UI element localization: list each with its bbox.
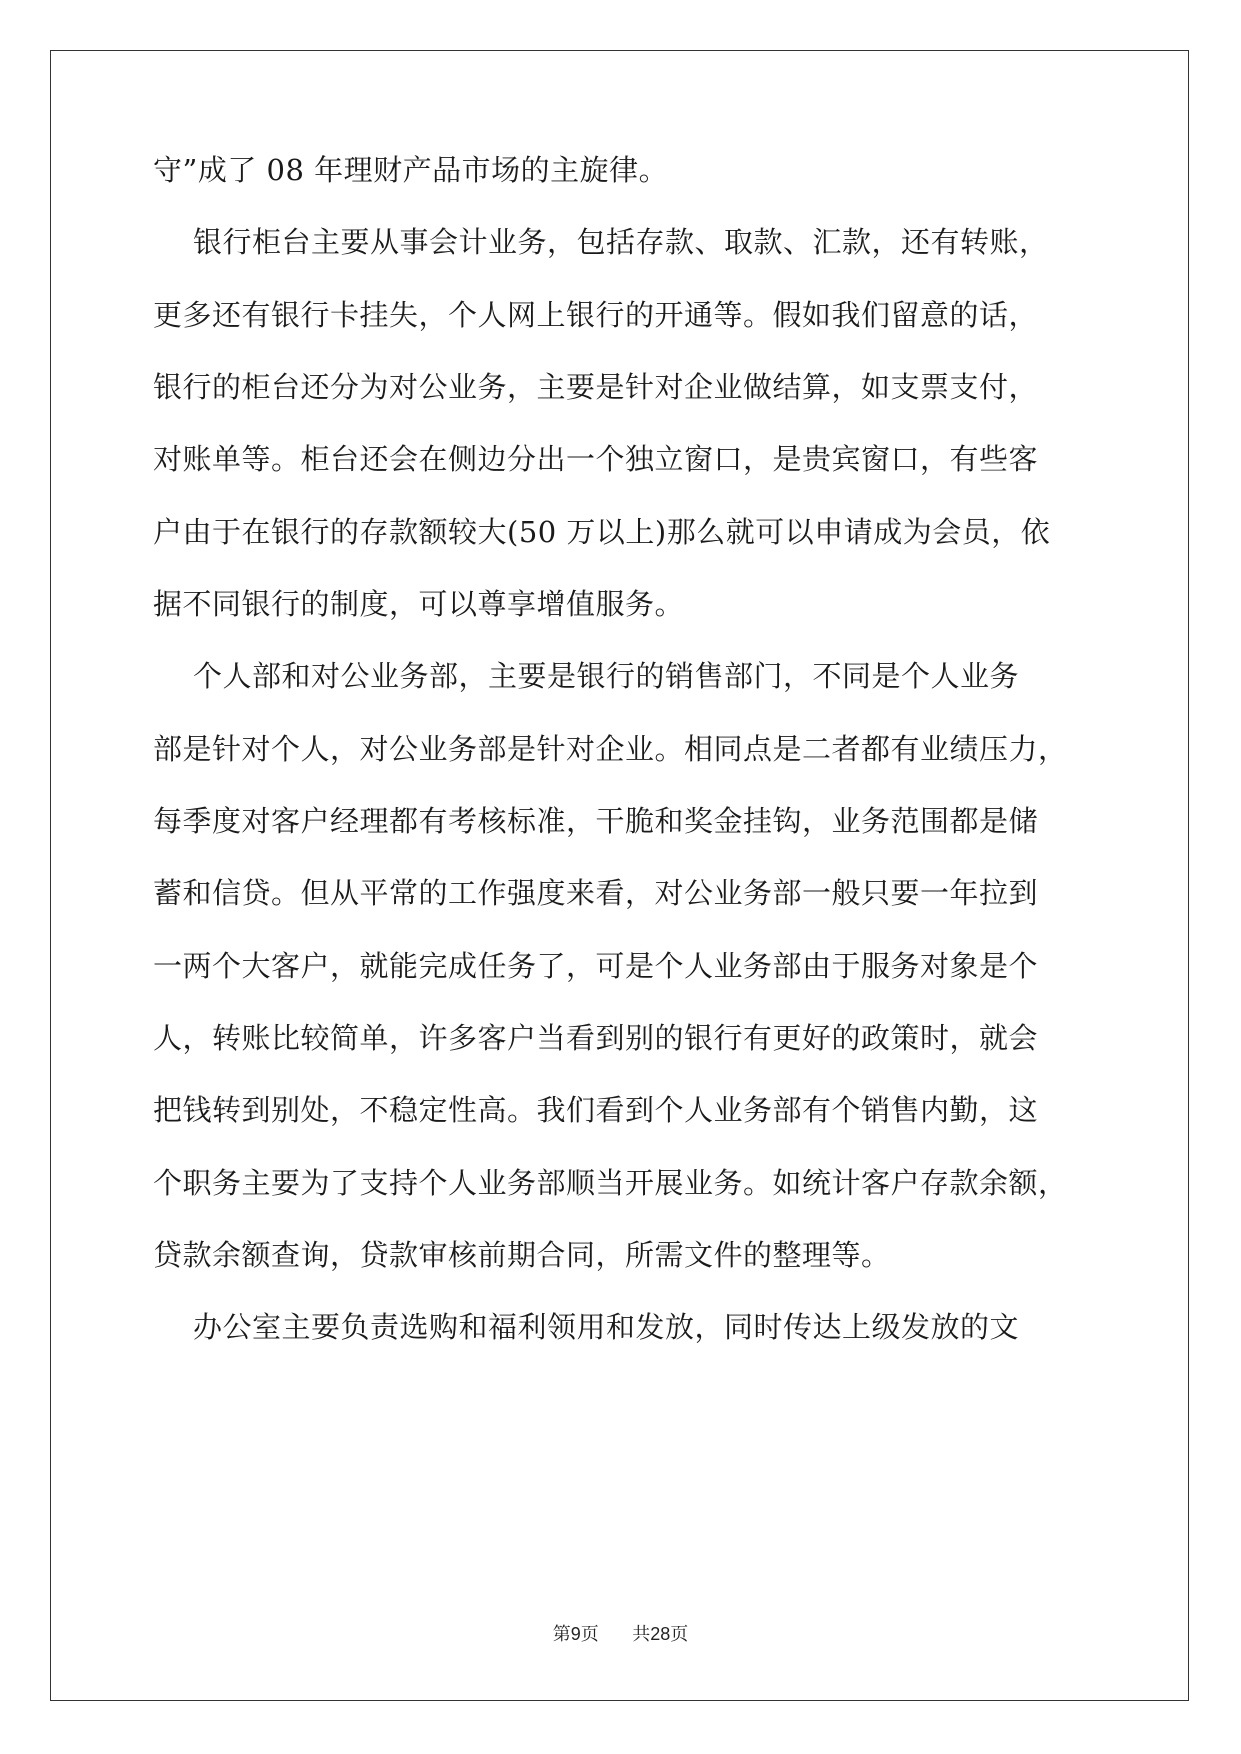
text-line: 个职务主要为了支持个人业务部顺当开展业务。如统计客户存款余额， xyxy=(153,1166,1068,1200)
paragraph-first-line: 银行柜台主要从事会计业务，包括存款、取款、汇款，还有转账， xyxy=(193,225,1049,259)
page-number: 第9页 xyxy=(552,1624,599,1645)
text-line: 贷款余额查询，贷款审核前期合同，所需文件的整理等。 xyxy=(153,1238,891,1272)
text-line: 人，转账比较简单，许多客户当看到别的银行有更好的政策时，就会 xyxy=(153,1021,1039,1055)
page-footer xyxy=(0,1622,1241,1647)
text-line: 一两个大客户，就能完成任务了，可是个人业务部由于服务对象是个 xyxy=(153,949,1039,983)
text-line: 每季度对客户经理都有考核标准，干脆和奖金挂钩，业务范围都是储 xyxy=(153,804,1039,838)
text-line: 户由于在银行的存款额较大(50 万以上)那么就可以申请成为会员，依 xyxy=(153,515,1051,549)
text-line: 据不同银行的制度，可以尊享增值服务。 xyxy=(153,587,685,621)
text-line: 守”成了 08 年理财产品市场的主旋律。 xyxy=(153,153,669,187)
text-line: 更多还有银行卡挂失，个人网上银行的开通等。假如我们留意的话， xyxy=(153,298,1039,332)
text-line: 把钱转到别处，不稳定性高。我们看到个人业务部有个销售内勤，这 xyxy=(153,1093,1039,1127)
total-pages: 共28页 xyxy=(632,1624,689,1645)
paragraph-first-line: 个人部和对公业务部，主要是银行的销售部门，不同是个人业务 xyxy=(193,659,1020,693)
text-line: 银行的柜台还分为对公业务，主要是针对企业做结算，如支票支付， xyxy=(153,370,1039,404)
text-line: 部是针对个人，对公业务部是针对企业。相同点是二者都有业绩压力， xyxy=(153,732,1068,766)
paragraph-first-line: 办公室主要负责选购和福利领用和发放，同时传达上级发放的文 xyxy=(193,1310,1020,1344)
text-line: 蓄和信贷。但从平常的工作强度来看，对公业务部一般只要一年拉到 xyxy=(153,876,1039,910)
text-line: 对账单等。柜台还会在侧边分出一个独立窗口，是贵宾窗口，有些客 xyxy=(153,442,1039,476)
